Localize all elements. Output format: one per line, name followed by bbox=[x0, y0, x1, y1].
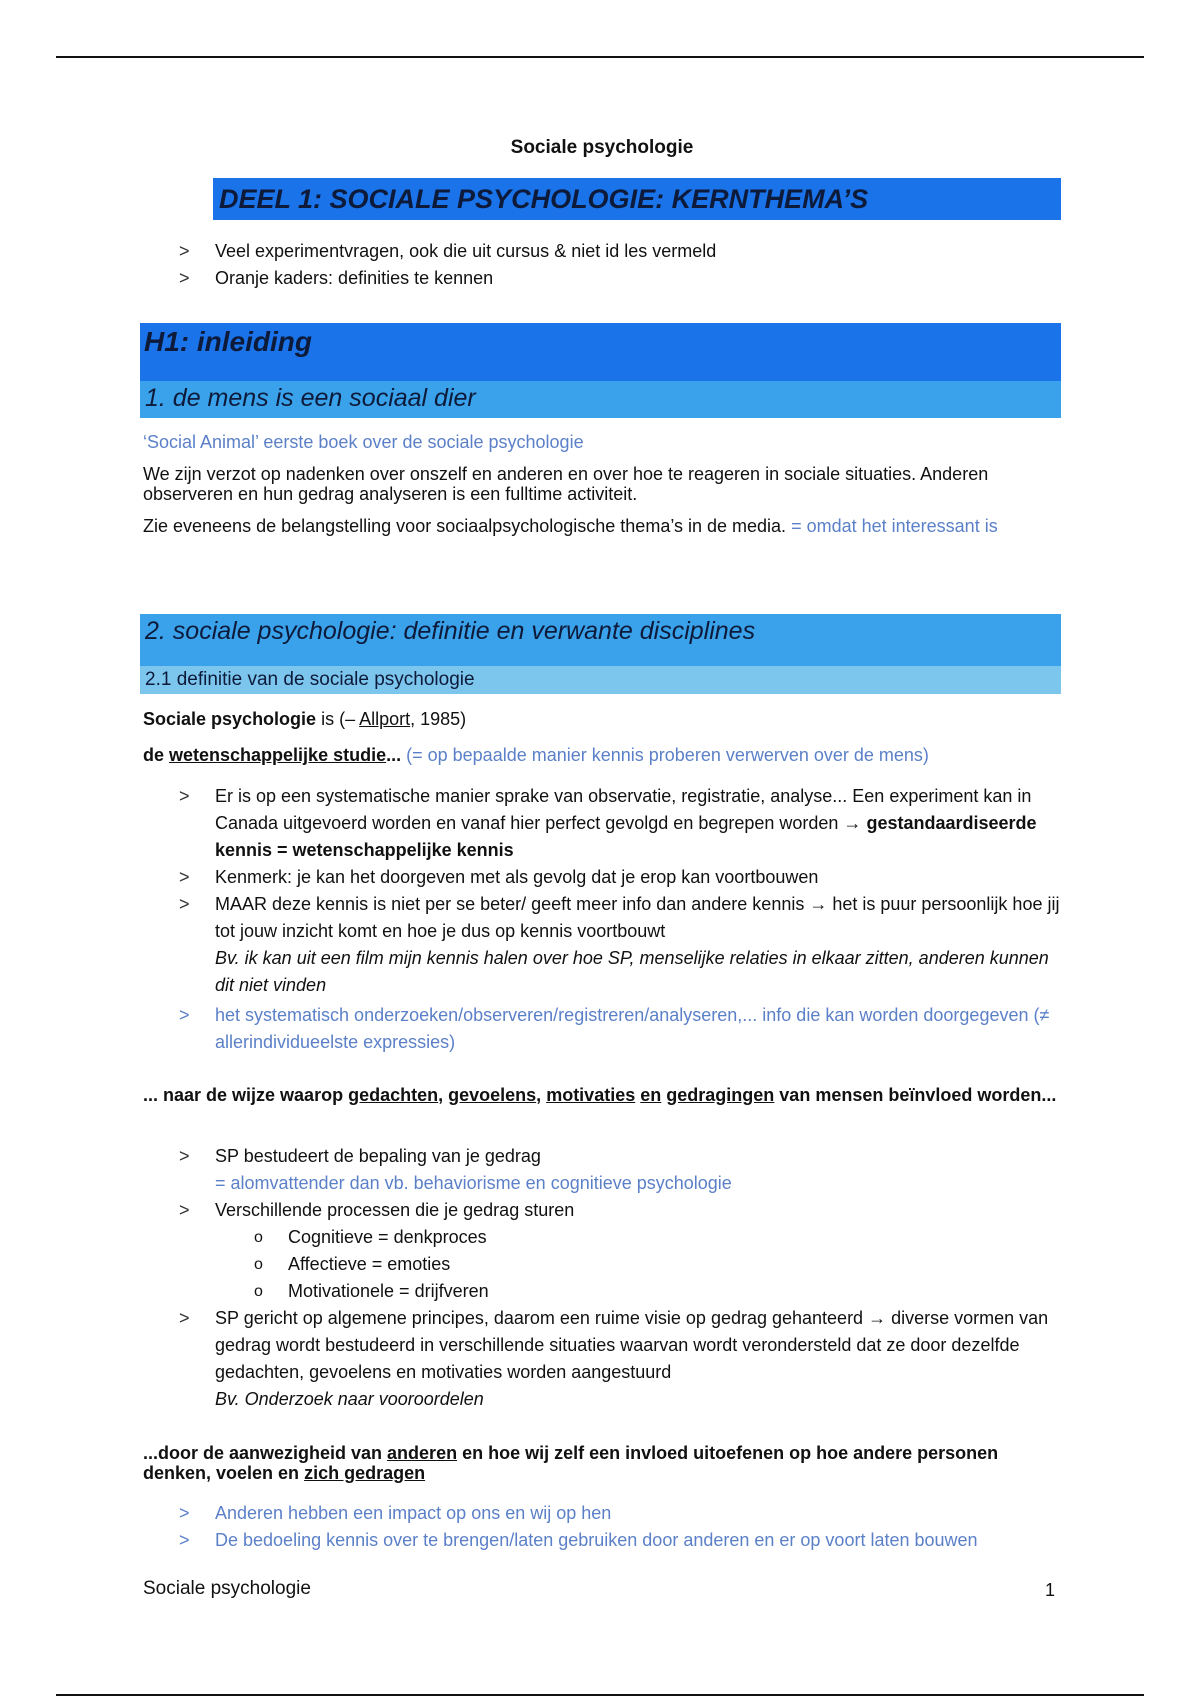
bullet-b3 bbox=[215, 1305, 1061, 1413]
bullet-b2-text: Verschillende processen die je gedrag sturen bbox=[215, 1200, 575, 1220]
part2-sep1: , bbox=[438, 1085, 449, 1105]
intro-bullet: > Oranje kaders: definities te kennen bbox=[215, 265, 1061, 292]
part2-w4: en bbox=[640, 1085, 662, 1105]
study-pre: de bbox=[143, 745, 170, 765]
section1-para2-note: = omdat het interessant is bbox=[791, 516, 998, 536]
bullet-b2 bbox=[215, 1197, 1061, 1305]
part2-pre: ... naar de wijze waarop bbox=[143, 1085, 349, 1105]
h1-heading: H1: inleiding bbox=[144, 326, 312, 357]
bullets-a bbox=[143, 783, 1061, 1056]
part3-line bbox=[143, 1443, 1061, 1483]
part2-heading bbox=[143, 1085, 1061, 1105]
part2-w2: gevoelens bbox=[448, 1085, 537, 1105]
bullet-b1-text: SP bestudeert de bepaling van je gedrag bbox=[215, 1146, 541, 1166]
section1-para2 bbox=[143, 516, 1061, 536]
intro-bullet: > Veel experimentvragen, ook die uit cursus & niet id les vermeld bbox=[215, 238, 1061, 265]
document-title: Sociale psychologie bbox=[510, 137, 694, 158]
footer-title: Sociale psychologie bbox=[143, 1578, 311, 1599]
process-item: o Affectieve = emoties bbox=[288, 1251, 1061, 1278]
bullet-c1: > Anderen hebben een impact op ons en wij op hen bbox=[215, 1500, 1061, 1527]
bullets-c bbox=[143, 1500, 1061, 1554]
part3-heading bbox=[143, 1443, 1061, 1483]
part2-line bbox=[143, 1085, 1061, 1105]
def-year: , 1985) bbox=[410, 709, 467, 729]
part2-w1: gedachten bbox=[348, 1085, 439, 1105]
bullet-c2: > De bedoeling kennis over te brengen/laten gebruiken door anderen en er op voort laten bouwen bbox=[215, 1527, 1061, 1554]
subsection-bar bbox=[140, 666, 1061, 694]
bullet-b1-note: = alomvattender dan vb. behaviorisme en cognitieve psychologie bbox=[215, 1173, 732, 1193]
study-line bbox=[143, 745, 1061, 765]
definition-line bbox=[143, 709, 1061, 729]
def-is: is (– bbox=[321, 709, 356, 729]
part2-post: van mensen beïnvloed worden... bbox=[774, 1085, 1057, 1105]
page-number: 1 bbox=[1044, 1580, 1055, 1600]
part3-mid: en hoe wij zelf een invloed uitoefenen op hoe andere personen denken, voelen en bbox=[143, 1443, 999, 1483]
study-term: wetenschappelijke studie bbox=[169, 745, 387, 765]
part2-sep2: , bbox=[536, 1085, 547, 1105]
bullet-a1-text: Er is op een systematische manier sprake van observatie, registratie, analyse... Een experiment kan in Canada uitgevoerd worden en vanaf hier perfect gevolgd en begrepen worden → bbox=[215, 786, 1032, 833]
section1-bar bbox=[140, 381, 1061, 418]
subsection-heading: 2.1 definitie van de sociale psychologie bbox=[145, 669, 475, 690]
document-page bbox=[143, 0, 1061, 1700]
deel-heading: DEEL 1: SOCIALE PSYCHOLOGIE: KERNTHEMA’S bbox=[219, 184, 869, 214]
part3-w1: anderen bbox=[387, 1443, 458, 1463]
bullet-b3-text: SP gericht op algemene principes, daarom een ruime visie op gedrag gehanteerd → diverse vormen van gedrag wordt bestudeerd in verschillende situaties waarvan wordt verondersteld dat ze door dezelfde gedachten, gevoelens en motivaties worden aangestuurd bbox=[215, 1308, 1049, 1382]
bullet-a4: > het systematisch onderzoeken/observeren/registreren/analyseren,... info die kan worden doorgegeven (≠ allerindividueelste expressies) bbox=[215, 1002, 1061, 1056]
bullets-b bbox=[143, 1143, 1061, 1413]
part3-w2: zich gedragen bbox=[304, 1463, 426, 1483]
bullet-a3-example: Bv. ik kan uit een film mijn kennis halen over hoe SP, menselijke relaties in elkaar zitten, anderen kunnen dit niet vinden bbox=[215, 948, 1049, 995]
section1-heading: 1. de mens is een sociaal dier bbox=[145, 384, 476, 412]
bullet-a3 bbox=[215, 891, 1061, 999]
def-author: Allport bbox=[359, 709, 411, 729]
bullet-b3-example: Bv. Onderzoek naar vooroordelen bbox=[215, 1389, 484, 1409]
bullet-a3-text: MAAR deze kennis is niet per se beter/ geeft meer info dan andere kennis → het is puur persoonlijk hoe jij tot jouw inzicht komt en hoe je dus op kennis voortbouwt bbox=[215, 894, 1060, 941]
def-term: Sociale psychologie bbox=[143, 709, 317, 729]
section2-bar bbox=[140, 614, 1061, 666]
intro-list bbox=[143, 238, 1061, 292]
part2-w3: motivaties bbox=[546, 1085, 636, 1105]
h1-bar bbox=[140, 323, 1061, 381]
bullet-a1 bbox=[215, 783, 1061, 864]
section1-para1: We zijn verzot op nadenken over onszelf en anderen en over hoe te reageren in sociale situaties. Anderen observeren en hun gedrag analyseren is een fulltime activiteit. bbox=[143, 464, 989, 504]
study-note: (= op bepaalde manier kennis proberen verwerven over de mens) bbox=[406, 745, 929, 765]
section1-note: ‘Social Animal’ eerste boek over de sociale psychologie bbox=[143, 432, 584, 452]
section2-heading: 2. sociale psychologie: definitie en verwante disciplines bbox=[145, 617, 756, 645]
process-item: o Motivationele = drijfveren bbox=[288, 1278, 1061, 1305]
bullet-a1-bold: gestandaardiseerde kennis = wetenschappelijke kennis bbox=[215, 813, 1037, 860]
bullet-b1 bbox=[215, 1143, 1061, 1197]
study-dots: ... bbox=[386, 745, 402, 765]
part3-pre: ...door de aanwezigheid van bbox=[143, 1443, 388, 1463]
process-item: o Cognitieve = denkproces bbox=[288, 1224, 1061, 1251]
bullet-a2: > Kenmerk: je kan het doorgeven met als gevolg dat je erop kan voortbouwen bbox=[215, 864, 1061, 891]
section1-para2-text: Zie eveneens de belangstelling voor sociaalpsychologische thema’s in de media. bbox=[143, 516, 787, 536]
section1-body bbox=[143, 432, 1061, 536]
definition-block bbox=[143, 709, 1061, 765]
deel-heading-bar bbox=[213, 178, 1061, 220]
part2-w5: gedragingen bbox=[666, 1085, 775, 1105]
